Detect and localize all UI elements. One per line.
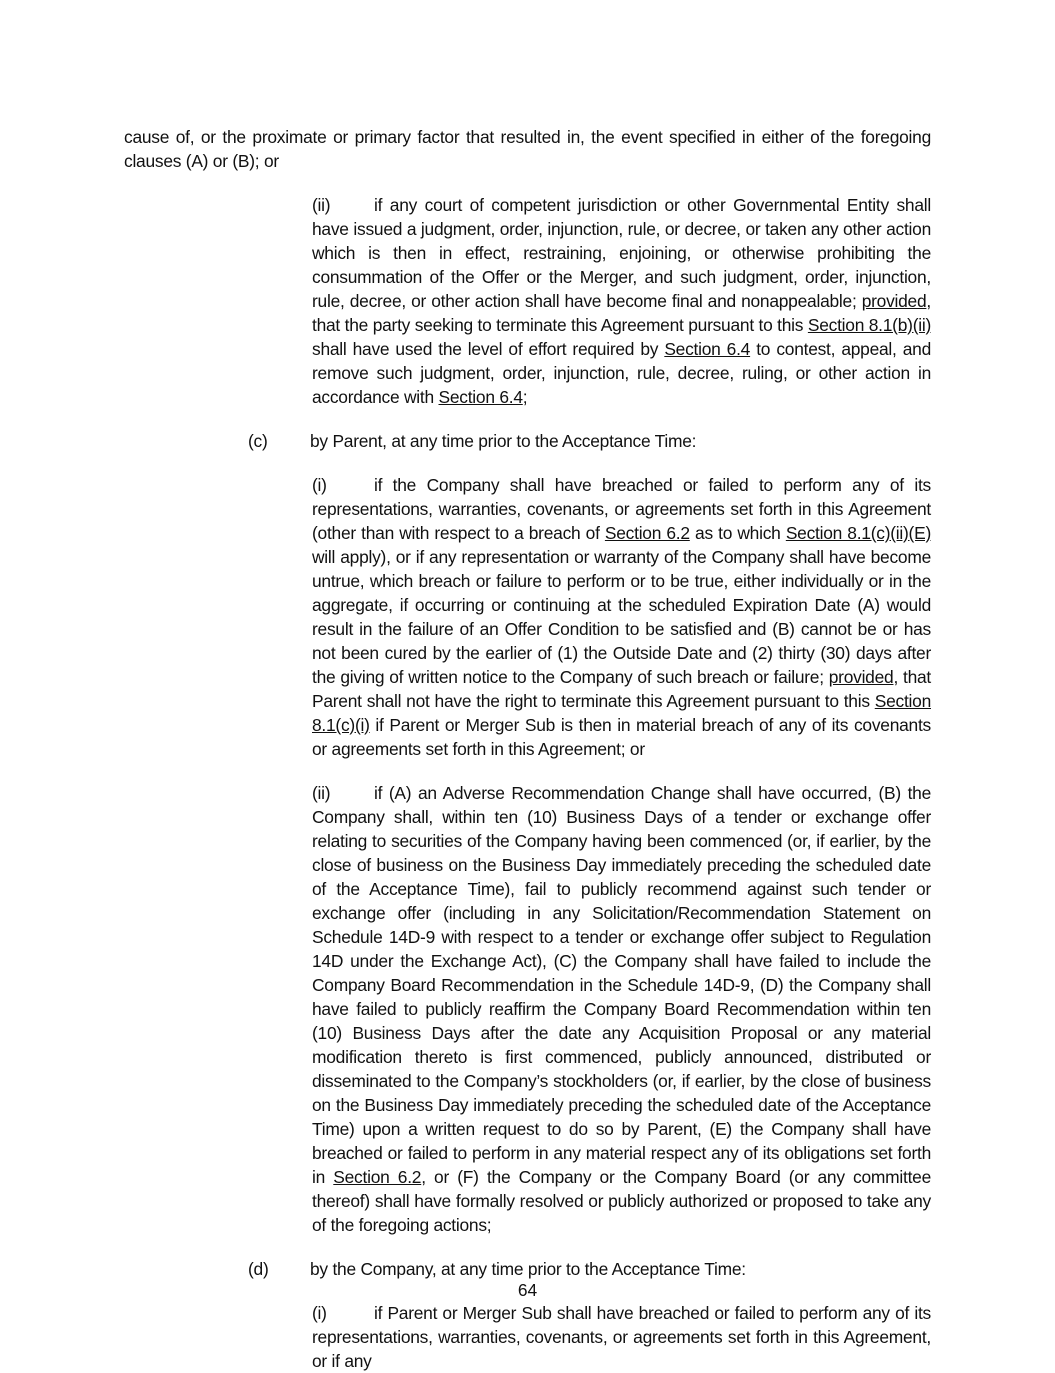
clause-b-ii — [124, 193, 931, 409]
clause-d-i — [124, 1301, 931, 1373]
paragraph-continuation — [124, 125, 931, 173]
clause-marker: (i) — [312, 475, 327, 495]
section-reference: Section 8.1(b)(ii) — [807, 315, 931, 335]
clause-c-i — [124, 473, 931, 761]
clause-marker: (c) — [248, 431, 268, 451]
provided-term: provided — [828, 667, 894, 687]
clause-text: to contest, appeal, and remove such judgment, order, injunction, rule, decree, ruling, or other action in accordance with — [312, 339, 932, 407]
document-page — [124, 125, 931, 1373]
clause-text: if (A) an Adverse Recommendation Change shall have occurred, (B) the Company shall, within ten (10) Business Days of a tender or exchange offer relating to securities of the Company having been commenced (or, if earlier, by the close of business on the Business Day immediately preceding the scheduled date of the Acceptance Time), fail to publicly recommend against such tender or exchange offer (including in any Solicitation/Recommendation Statement on Schedule 14D-9 with respect to a tender or exchange offer subject to Regulation 14D under the Exchange Act), (C) the Company shall have failed to include the Company Board Recommendation in the Schedule 14D-9, (D) the Company shall have failed to publicly reaffirm the Company Board Recommendation within ten (10) Business Days after the date any Acquisition Proposal or any material modification thereto is first commenced, publicly announced, distributed or disseminated to the Company’s stockholders (or, if earlier, by the close of business on the Business Day immediately preceding the scheduled date of the Acceptance Time) upon a written request to do so by Parent, (E) the Company shall have breached or failed to perform in any material respect any of its obligations set forth in — [312, 783, 931, 1187]
clause-text: by the Company, at any time prior to the Acceptance Time: — [310, 1259, 746, 1279]
page-number: 64 — [517, 1280, 538, 1300]
clause-text: by Parent, at any time prior to the Acceptance Time: — [310, 431, 697, 451]
section-reference: Section 6.2 — [604, 523, 690, 543]
clause-text: if any court of competent jurisdiction or other Governmental Entity shall have issued a judgment, order, injunction, rule, or decree, or taken any other action which is then in effect, restraining, enjoining, or otherwise prohibiting the consummation of the Offer or the Merger, and such judgment, order, injunction, rule, decree, or other action shall have become final and nonappealable; — [312, 195, 931, 311]
section-reference: Section 6.4 — [664, 339, 751, 359]
clause-text: will apply), or if any representation or warranty of the Company shall have become untrue, which breach or failure to perform or to be true, either individually or in the aggregate, if occurring or continuing at the scheduled Expiration Date (A) would result in the failure of an Offer Condition to be satisfied and (B) cannot be or has not been cured by the earlier of (1) the Outside Date and (2) thirty (30) days after the giving of written notice to the Company of such breach or failure; — [312, 547, 931, 687]
clause-marker: (i) — [312, 1303, 327, 1323]
clause-text: if Parent or Merger Sub shall have breached or failed to perform any of its representations, warranties, covenants, or agreements set forth in this Agreement, or if any — [312, 1303, 931, 1371]
clause-marker: (ii) — [312, 195, 331, 215]
clause-text: if Parent or Merger Sub is then in material breach of any of its covenants or agreements set forth in this Agreement; or — [312, 715, 931, 759]
clause-d — [124, 1257, 931, 1281]
clause-text: , or (F) the Company or the Company Board (or any committee thereof) shall have formally resolved or publicly authorized or proposed to take any of the foregoing actions; — [312, 1167, 931, 1235]
clause-text: shall have used the level of effort required by — [312, 339, 665, 359]
clause-c-ii — [124, 781, 931, 1237]
clause-text: , that the party seeking to terminate this Agreement pursuant to this — [312, 291, 931, 335]
clause-marker: (ii) — [312, 783, 331, 803]
clause-text: as to which — [689, 523, 786, 543]
clause-text: , that Parent shall not have the right to terminate this Agreement pursuant to this — [312, 667, 931, 711]
provided-term: provided — [861, 291, 927, 311]
clause-text: if the Company shall have breached or failed to perform any of its representations, warranties, covenants, or agreements set forth in this Agreement (other than with respect to a breach of — [312, 475, 931, 543]
section-reference: Section 8.1(c)(i) — [312, 691, 931, 735]
section-reference: Section 6.2 — [333, 1167, 422, 1187]
section-reference: Section 8.1(c)(ii)(E) — [785, 523, 931, 543]
clause-c — [124, 429, 931, 453]
section-reference: Section 6.4 — [438, 387, 523, 407]
paragraph-text: cause of, or the proximate or primary factor that resulted in, the event specified in either of the foregoing clauses (A) or (B); or — [124, 127, 931, 171]
clause-marker: (d) — [248, 1259, 269, 1279]
clause-text: ; — [522, 387, 528, 407]
